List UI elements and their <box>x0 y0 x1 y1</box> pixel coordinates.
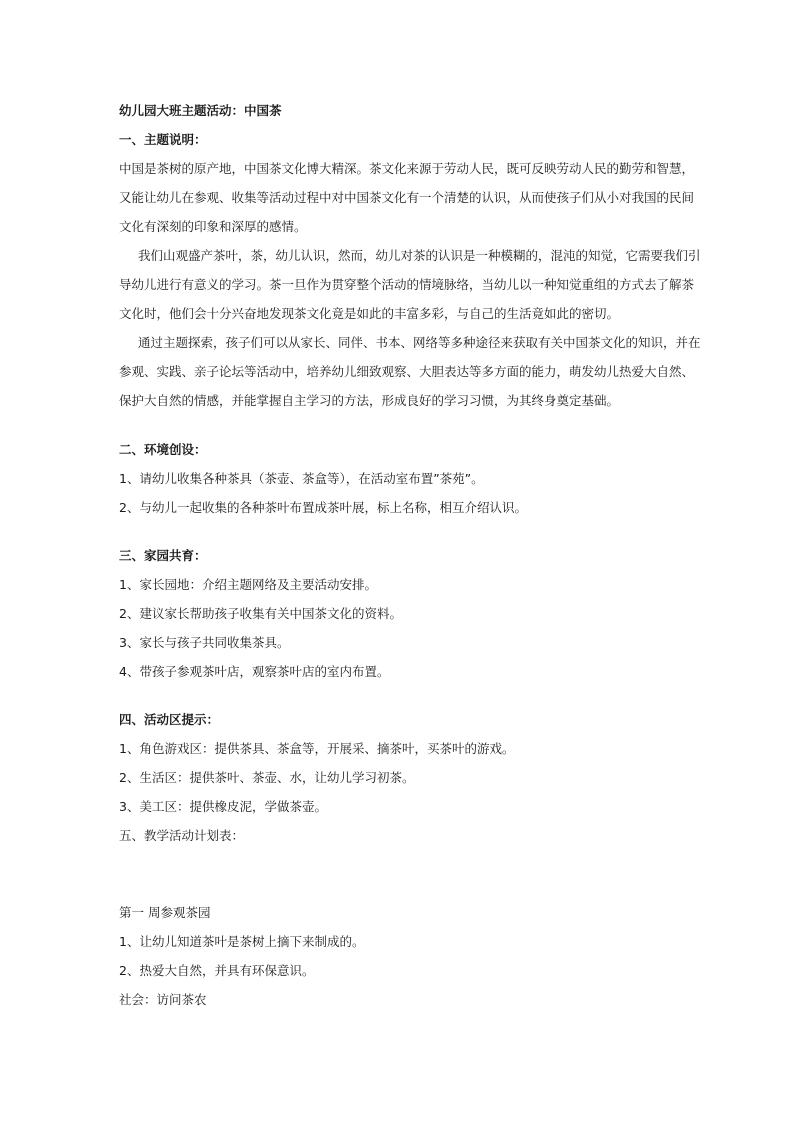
section-heading-3: 三、家园共育： <box>119 548 207 563</box>
paragraph-line: 保护大自然的情感，并能掌握自主学习的方法，形成良好的学习习惯，为其终身奠定基础。 <box>119 393 620 408</box>
activity-line: 社会：访问茶农 <box>119 992 207 1007</box>
section-heading-2: 二、环境创设： <box>119 442 207 457</box>
list-item: 1、角色游戏区：提供茶具、茶盒等，开展采、摘茶叶，买茶叶的游戏。 <box>119 741 515 756</box>
paragraph-line: 中国是茶树的原产地，中国茶文化博大精深。茶文化来源于劳动人民，既可反映劳动人民的勤劳和智慧， <box>119 161 695 176</box>
list-item: 3、家长与孩子共同收集茶具。 <box>119 635 290 650</box>
section-heading-4: 四、活动区提示： <box>119 712 220 727</box>
list-item: 2、建议家长帮助孩子收集有关中国茶文化的资料。 <box>119 606 402 621</box>
list-item: 1、家长园地：介绍主题网络及主要活动安排。 <box>119 577 377 592</box>
list-item: 4、带孩子参观茶叶店，观察茶叶店的室内布置。 <box>119 664 390 679</box>
list-item: 3、美工区：提供橡皮泥，学做茶壶。 <box>119 799 327 814</box>
paragraph-line: 我们山观盛产茶叶，茶，幼儿认识，然而，幼儿对茶的认识是一种模糊的，混沌的知觉，它需要我们引 <box>138 248 701 263</box>
paragraph-line: 导幼儿进行有意义的学习。茶一旦作为贯穿整个活动的情境脉络，当幼儿以一种知觉重组的方式去了解茶 <box>119 277 695 292</box>
week-heading: 第一 周参观茶园 <box>119 905 211 920</box>
paragraph-line: 文化时，他们会十分兴奋地发现茶文化竟是如此的丰富多彩，与自己的生活竟如此的密切。 <box>119 306 620 321</box>
list-item: 1、请幼儿收集各种茶具（茶壶、茶盒等），在活动室布置”茶苑”。 <box>119 471 484 486</box>
document-title: 幼儿园大班主题活动：中国茶 <box>119 103 282 118</box>
paragraph-line: 参观、实践、亲子论坛等活动中，培养幼儿细致观察、大胆表达等多方面的能力，萌发幼儿热爱大自然、 <box>119 364 695 379</box>
list-item: 2、热爱大自然，并具有环保意识。 <box>119 963 315 978</box>
section-heading-1: 一、主题说明： <box>119 132 207 147</box>
section-heading-5: 五、教学活动计划表： <box>119 828 245 843</box>
list-item: 2、与幼儿一起收集的各种茶叶布置成茶叶展，标上名称，相互介绍认识。 <box>119 500 527 515</box>
paragraph-line: 文化有深刻的印象和深厚的感情。 <box>119 219 307 234</box>
list-item: 1、让幼儿知道茶叶是茶树上摘下来制成的。 <box>119 934 365 949</box>
paragraph-line: 又能让幼儿在参观、收集等活动过程中对中国茶文化有一个清楚的认识，从而使孩子们从小对我国的民间 <box>119 190 695 205</box>
paragraph-line: 通过主题探索，孩子们可以从家长、同伴、书本、网络等多种途径来获取有关中国茶文化的知识，并在 <box>138 335 701 350</box>
list-item: 2、生活区：提供茶叶、茶壶、水，让幼儿学习初茶。 <box>119 770 415 785</box>
